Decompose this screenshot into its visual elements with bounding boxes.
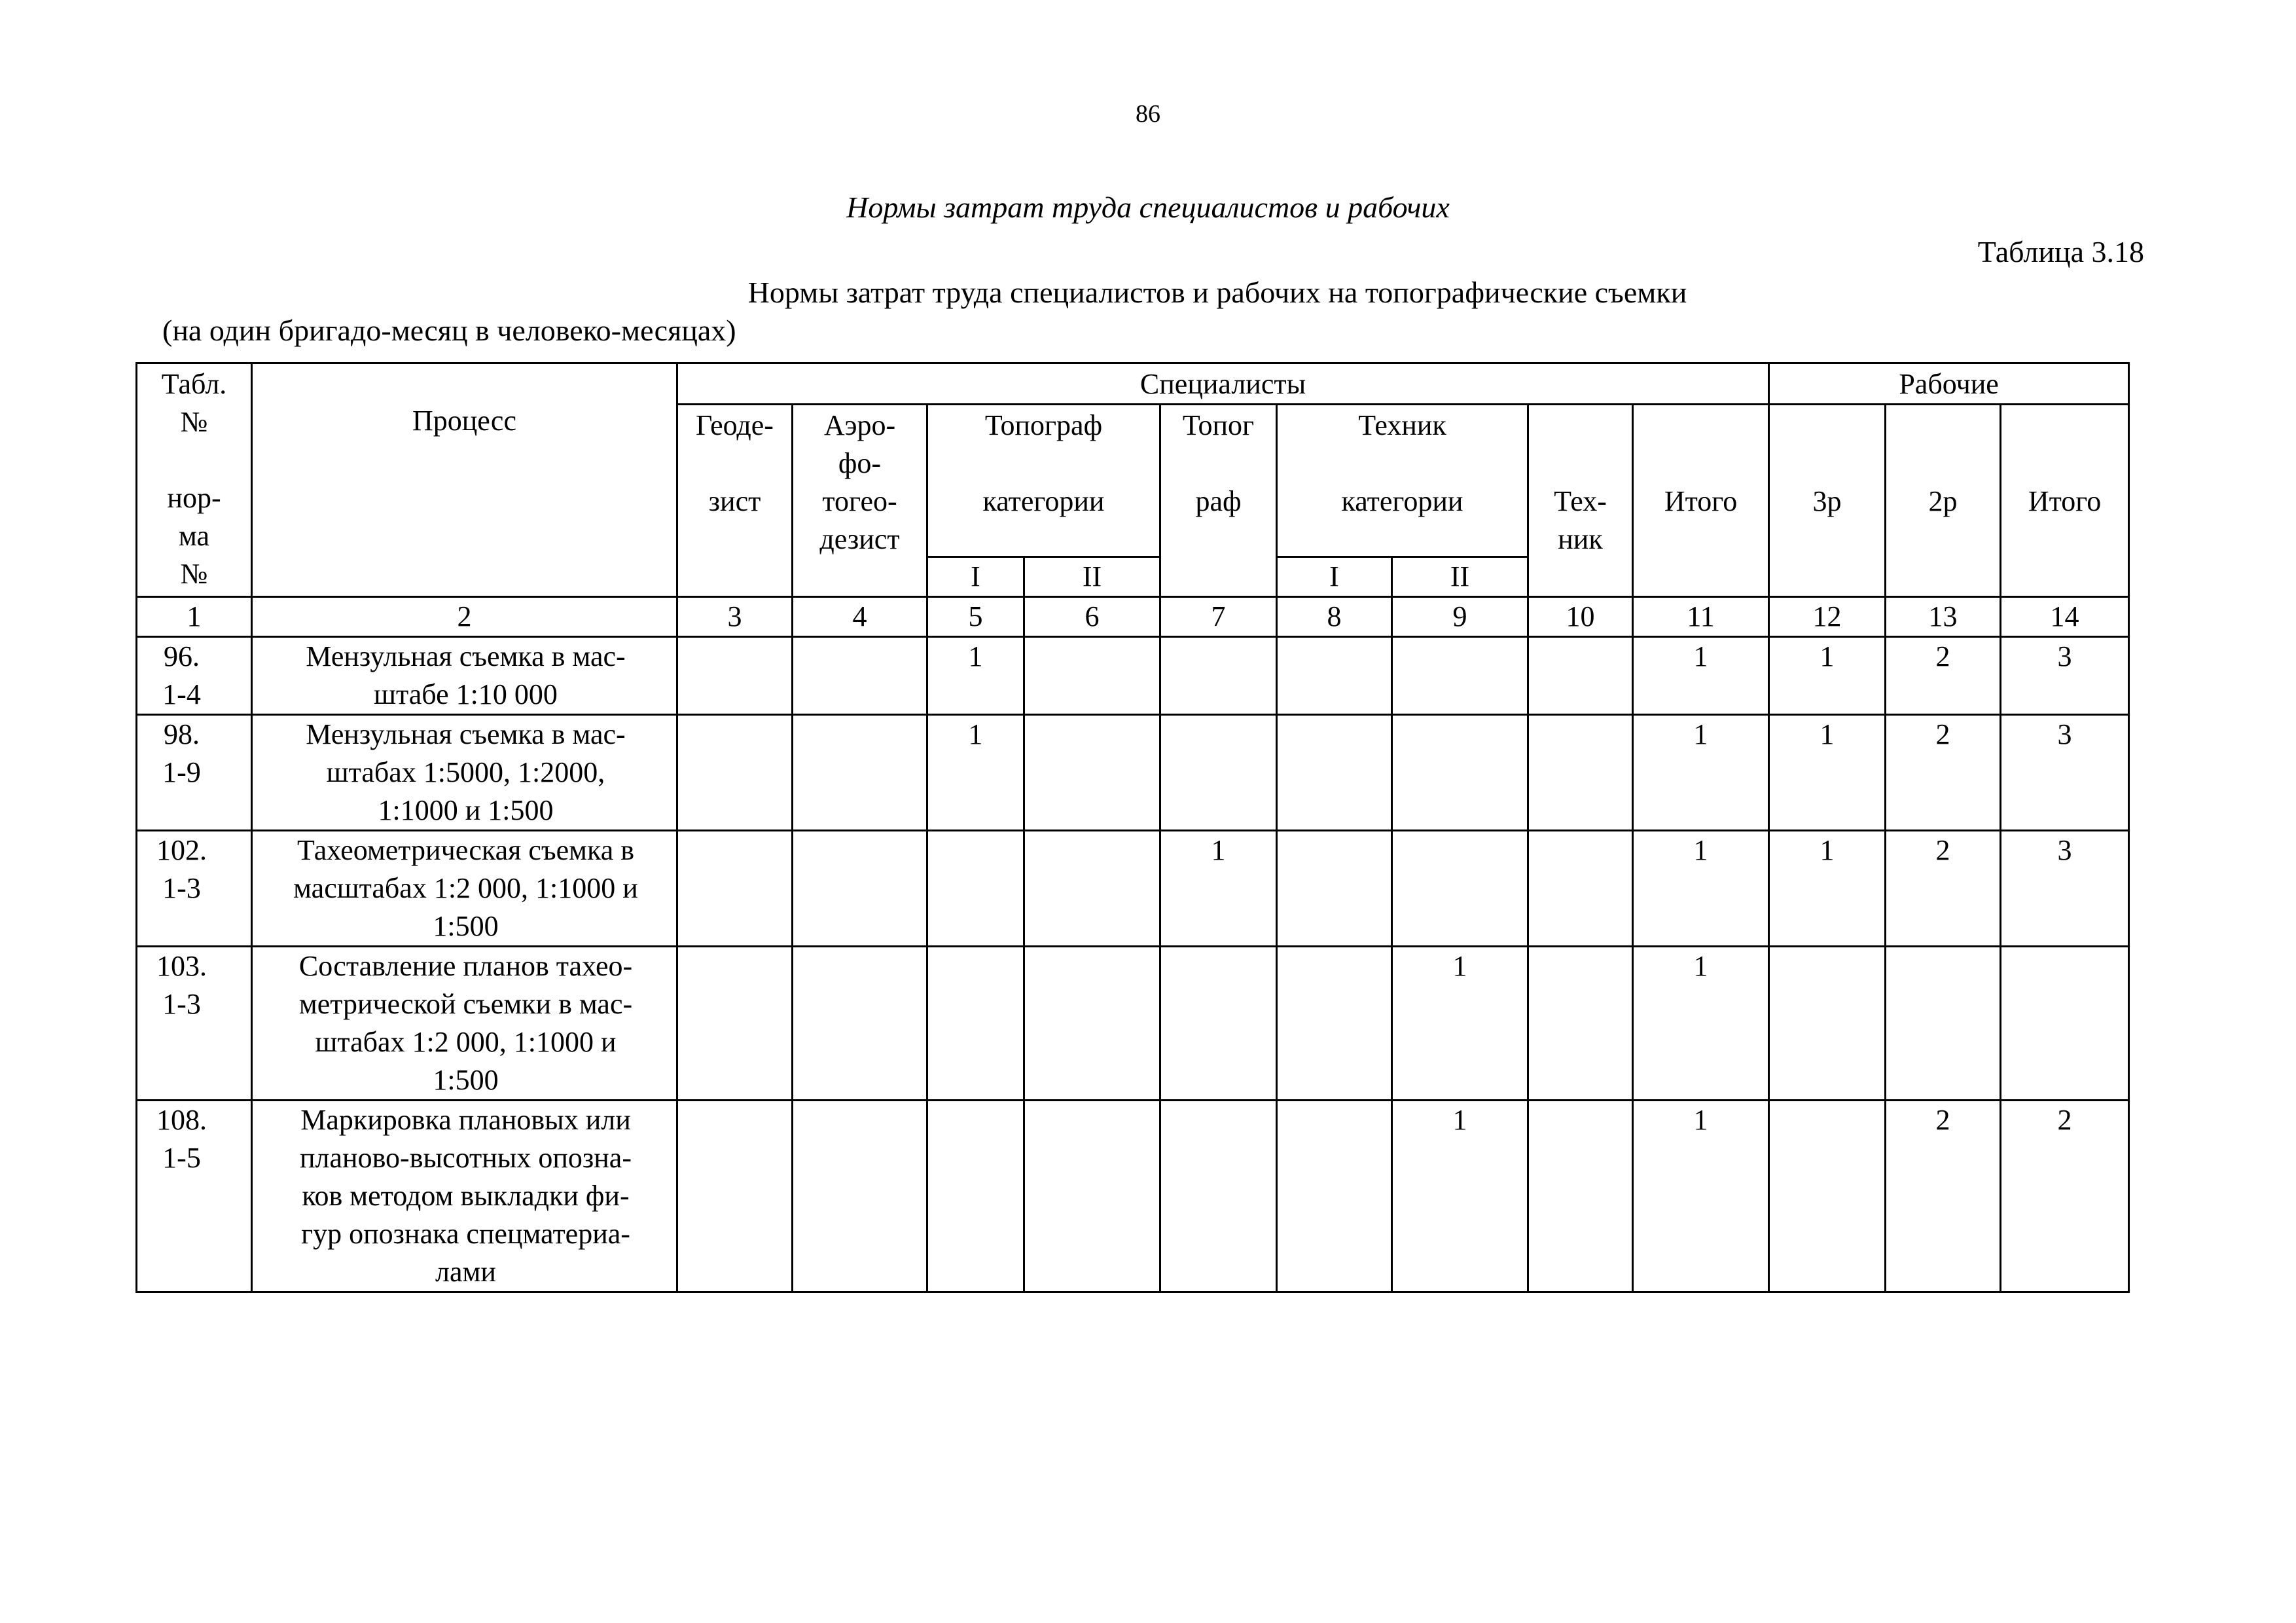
norm-number-text: 102. 1-3 bbox=[156, 834, 207, 904]
value-cell bbox=[677, 715, 793, 831]
value-cell bbox=[927, 1101, 1024, 1292]
header-technician-cat-2: II bbox=[1392, 557, 1528, 597]
header-workers-text: Рабочие bbox=[1899, 368, 1999, 400]
column-number: 5 bbox=[927, 597, 1024, 637]
value-cell: 1 bbox=[1160, 831, 1277, 947]
value-cell bbox=[1528, 1101, 1633, 1292]
header-aerophoto bbox=[793, 405, 927, 597]
process-text: Тахеометрическая съемка в масштабах 1:2 000, 1:1000 и 1:500 bbox=[293, 834, 638, 942]
value-cell bbox=[793, 947, 927, 1101]
value-cell bbox=[677, 947, 793, 1101]
header-process-text: Процесс bbox=[412, 405, 516, 437]
value-cell bbox=[927, 947, 1024, 1101]
header-total-workers-text: Итого bbox=[2028, 485, 2102, 517]
value-cell bbox=[1024, 831, 1160, 947]
norm-number bbox=[137, 831, 252, 947]
value-cell bbox=[1392, 637, 1528, 715]
page-number: 86 bbox=[1136, 100, 1160, 128]
column-number: 9 bbox=[1392, 597, 1528, 637]
section-heading: Нормы затрат труда специалистов и рабочих bbox=[846, 191, 1450, 224]
column-number: 1 bbox=[137, 597, 252, 637]
value-cell: 1 bbox=[1633, 1101, 1769, 1292]
header-grade-2-text: 2р bbox=[1928, 485, 1958, 517]
value-cell: 1 bbox=[1633, 715, 1769, 831]
header-technician bbox=[1528, 405, 1633, 597]
value-cell bbox=[1024, 947, 1160, 1101]
value-cell bbox=[927, 831, 1024, 947]
column-number-row bbox=[137, 597, 2129, 637]
process-text: Мензульная съемка в мас- штабе 1:10 000 bbox=[306, 640, 626, 710]
column-number: 2 bbox=[252, 597, 677, 637]
value-cell bbox=[677, 637, 793, 715]
value-cell bbox=[1024, 637, 1160, 715]
norm-number-text: 103. 1-3 bbox=[156, 950, 207, 1020]
header-technician-cat bbox=[1277, 405, 1528, 557]
value-cell bbox=[677, 831, 793, 947]
header-workers bbox=[1769, 363, 2129, 405]
header-topographer bbox=[1160, 405, 1277, 597]
value-cell bbox=[1769, 1101, 1886, 1292]
norm-number bbox=[137, 637, 252, 715]
table-caption: Нормы затрат труда специалистов и рабочих на топографические съемки bbox=[747, 276, 1687, 309]
value-cell bbox=[1392, 715, 1528, 831]
header-total-specialists-text: Итого bbox=[1664, 485, 1738, 517]
norm-number-text: 108. 1-5 bbox=[156, 1104, 207, 1174]
process-cell bbox=[252, 637, 677, 715]
header-total-specialists bbox=[1633, 405, 1769, 597]
value-cell bbox=[793, 637, 927, 715]
table-label: Таблица 3.18 bbox=[1977, 235, 2144, 268]
value-cell bbox=[1277, 947, 1392, 1101]
table-row bbox=[137, 1101, 2129, 1292]
value-cell: 2 bbox=[1886, 715, 2001, 831]
value-cell bbox=[677, 1101, 793, 1292]
column-number: 6 bbox=[1024, 597, 1160, 637]
value-cell: 2 bbox=[1886, 1101, 2001, 1292]
header-tabl-no-text: Табл. № нор- ма № bbox=[161, 368, 227, 590]
table-row bbox=[137, 637, 2129, 715]
header-process bbox=[252, 363, 677, 597]
value-cell: 2 bbox=[1886, 831, 2001, 947]
header-grade-3 bbox=[1769, 405, 1886, 597]
norms-table bbox=[135, 362, 2130, 1293]
value-cell bbox=[1392, 831, 1528, 947]
value-cell bbox=[1528, 947, 1633, 1101]
value-cell: 2 bbox=[2001, 1101, 2129, 1292]
process-cell bbox=[252, 947, 677, 1101]
value-cell: 1 bbox=[927, 637, 1024, 715]
value-cell bbox=[1160, 715, 1277, 831]
process-text: Маркировка плановых или планово-высотных опозна- ков методом выкладки фи- гур опознака спецматериа- лами bbox=[300, 1104, 632, 1288]
header-technician-cat-text: Техник категории bbox=[1341, 409, 1463, 517]
value-cell bbox=[1277, 1101, 1392, 1292]
value-cell: 3 bbox=[2001, 831, 2129, 947]
process-cell bbox=[252, 1101, 677, 1292]
value-cell: 3 bbox=[2001, 637, 2129, 715]
header-geodesist bbox=[677, 405, 793, 597]
column-number: 12 bbox=[1769, 597, 1886, 637]
value-cell: 1 bbox=[1769, 715, 1886, 831]
value-cell bbox=[1277, 637, 1392, 715]
value-cell bbox=[1886, 947, 2001, 1101]
value-cell bbox=[1528, 831, 1633, 947]
header-topographer-cat bbox=[927, 405, 1160, 557]
column-number: 11 bbox=[1633, 597, 1769, 637]
header-tabl-no bbox=[137, 363, 252, 597]
header-technician-text: Тех- ник bbox=[1554, 485, 1607, 555]
value-cell: 1 bbox=[1633, 831, 1769, 947]
value-cell bbox=[1277, 715, 1392, 831]
value-cell bbox=[1024, 1101, 1160, 1292]
process-text: Составление планов тахео- метрической съемки в мас- штабах 1:2 000, 1:1000 и 1:500 bbox=[298, 950, 633, 1096]
value-cell: 2 bbox=[1886, 637, 2001, 715]
column-number: 10 bbox=[1528, 597, 1633, 637]
value-cell: 1 bbox=[1769, 831, 1886, 947]
header-technician-cat-1: I bbox=[1277, 557, 1392, 597]
norm-number bbox=[137, 1101, 252, 1292]
process-text: Мензульная съемка в мас- штабах 1:5000, 1:2000, 1:1000 и 1:500 bbox=[306, 718, 626, 826]
header-grade-2 bbox=[1886, 405, 2001, 597]
value-cell bbox=[1160, 637, 1277, 715]
value-cell bbox=[1024, 715, 1160, 831]
process-cell bbox=[252, 831, 677, 947]
value-cell: 1 bbox=[1769, 637, 1886, 715]
header-aerophoto-text: Аэро- фо- тогео- дезист bbox=[819, 409, 900, 555]
header-topographer-cat-2: II bbox=[1024, 557, 1160, 597]
table-row bbox=[137, 831, 2129, 947]
table-row bbox=[137, 947, 2129, 1101]
header-geodesist-text: Геоде- зист bbox=[696, 409, 774, 517]
value-cell bbox=[793, 1101, 927, 1292]
header-grade-3-text: 3р bbox=[1812, 485, 1842, 517]
value-cell bbox=[1528, 715, 1633, 831]
value-cell bbox=[1528, 637, 1633, 715]
norm-number bbox=[137, 715, 252, 831]
value-cell: 1 bbox=[1633, 947, 1769, 1101]
header-specialists bbox=[677, 363, 1769, 405]
value-cell: 3 bbox=[2001, 715, 2129, 831]
value-cell: 1 bbox=[927, 715, 1024, 831]
column-number: 14 bbox=[2001, 597, 2129, 637]
value-cell bbox=[793, 715, 927, 831]
header-total-workers bbox=[2001, 405, 2129, 597]
value-cell bbox=[2001, 947, 2129, 1101]
header-specialists-text: Специалисты bbox=[1139, 368, 1306, 400]
header-topographer-cat-text: Топограф категории bbox=[982, 409, 1105, 517]
column-number: 4 bbox=[793, 597, 927, 637]
value-cell: 1 bbox=[1392, 1101, 1528, 1292]
header-topographer-text: Топог раф bbox=[1182, 409, 1255, 517]
column-number: 7 bbox=[1160, 597, 1277, 637]
value-cell: 1 bbox=[1392, 947, 1528, 1101]
table-subcaption: (на один бригадо-месяц в человеко-месяцах) bbox=[162, 314, 736, 347]
value-cell bbox=[1160, 1101, 1277, 1292]
value-cell bbox=[793, 831, 927, 947]
process-cell bbox=[252, 715, 677, 831]
value-cell: 1 bbox=[1633, 637, 1769, 715]
column-number: 8 bbox=[1277, 597, 1392, 637]
header-topographer-cat-1: I bbox=[927, 557, 1024, 597]
norm-number-text: 96. 1-4 bbox=[162, 640, 201, 710]
column-number: 3 bbox=[677, 597, 793, 637]
table-row bbox=[137, 715, 2129, 831]
column-number: 13 bbox=[1886, 597, 2001, 637]
value-cell bbox=[1277, 831, 1392, 947]
norm-number bbox=[137, 947, 252, 1101]
value-cell bbox=[1160, 947, 1277, 1101]
norm-number-text: 98. 1-9 bbox=[162, 718, 201, 788]
value-cell bbox=[1769, 947, 1886, 1101]
